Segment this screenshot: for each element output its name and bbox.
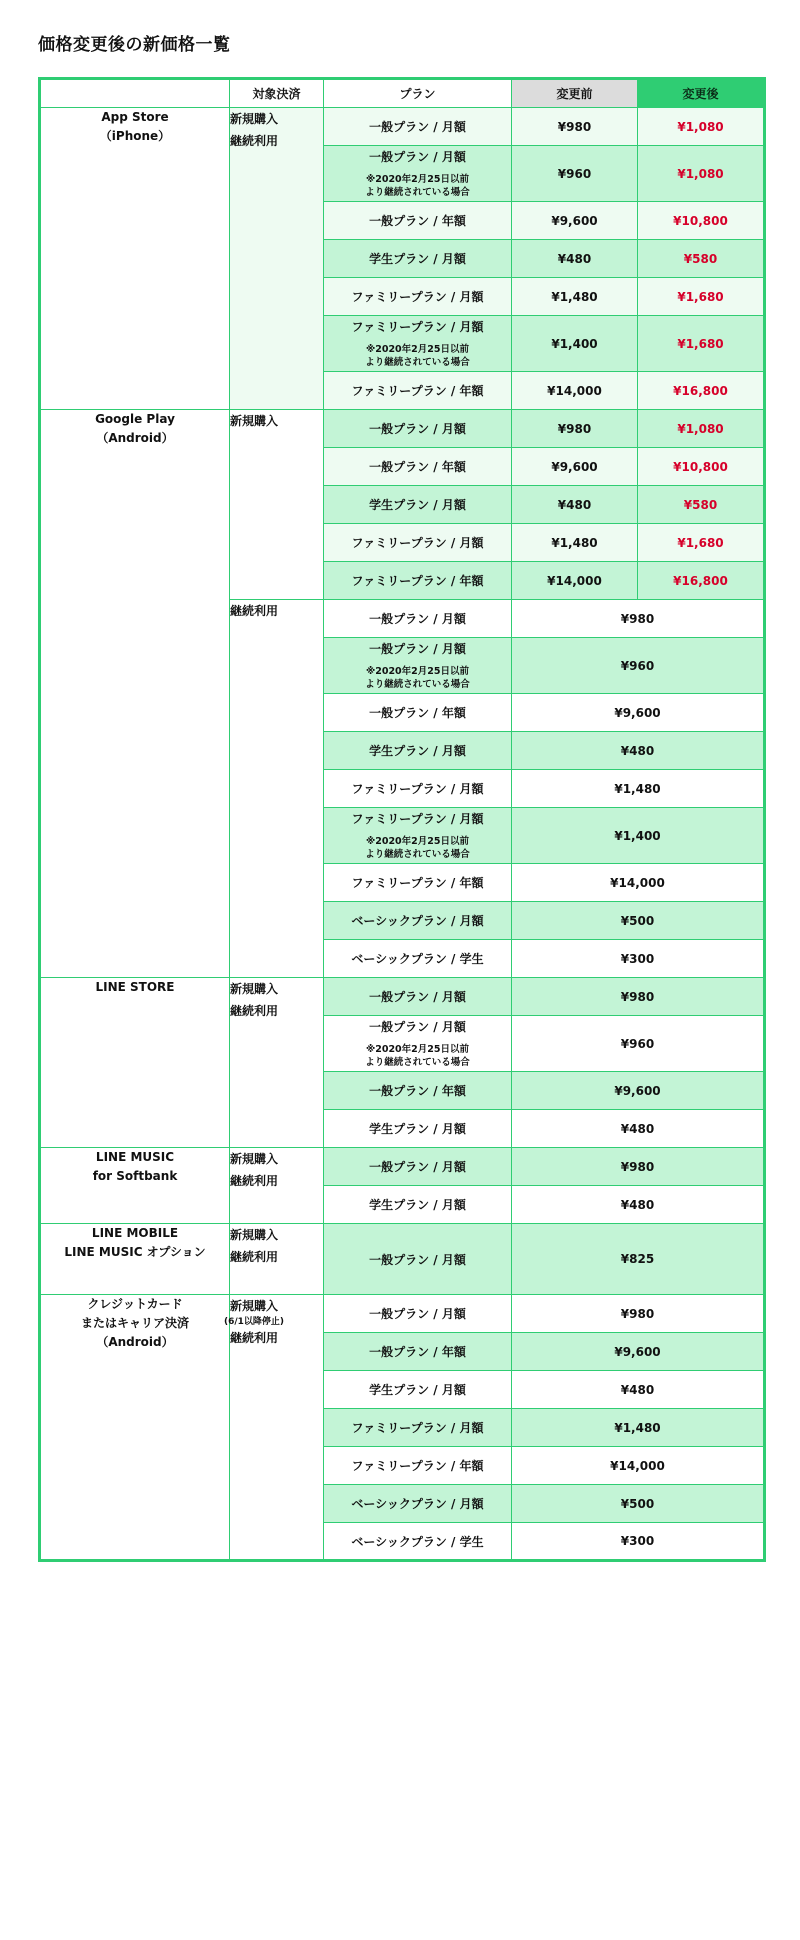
plan-cell xyxy=(324,1485,512,1523)
plan-cell xyxy=(324,202,512,240)
plan-name: ベーシックプラン / 学生 xyxy=(351,952,484,966)
plan-name: 一般プラン / 月額 xyxy=(369,642,466,656)
price-cell: ¥9,600 xyxy=(512,1072,765,1110)
plan-cell xyxy=(324,600,512,638)
plan-cell xyxy=(324,1148,512,1186)
table-row xyxy=(40,978,765,1016)
plan-name: ファミリープラン / 年額 xyxy=(351,384,484,398)
price-cell: ¥480 xyxy=(512,1110,765,1148)
payment-type-cell xyxy=(230,1148,324,1224)
plan-name: 一般プラン / 月額 xyxy=(369,120,466,134)
plan-cell xyxy=(324,1371,512,1409)
price-cell: ¥500 xyxy=(512,902,765,940)
price-cell: ¥480 xyxy=(512,1186,765,1224)
plan-name: ファミリープラン / 月額 xyxy=(351,812,484,826)
plan-cell xyxy=(324,448,512,486)
price-before: ¥14,000 xyxy=(512,372,638,410)
plan-cell xyxy=(324,1333,512,1371)
store-name: LINE STORE xyxy=(40,978,230,1148)
plan-name: 一般プラン / 月額 xyxy=(369,1252,466,1267)
price-before: ¥9,600 xyxy=(512,202,638,240)
plan-cell xyxy=(324,1186,512,1224)
price-cell: ¥14,000 xyxy=(512,1447,765,1485)
price-cell: ¥825 xyxy=(512,1224,765,1295)
plan-cell xyxy=(324,278,512,316)
header-plan: プラン xyxy=(324,79,512,108)
price-after: ¥1,680 xyxy=(638,316,765,372)
price-cell: ¥1,480 xyxy=(512,770,765,808)
plan-name: ファミリープラン / 月額 xyxy=(351,320,484,334)
price-before: ¥14,000 xyxy=(512,562,638,600)
price-cell: ¥980 xyxy=(512,1295,765,1333)
plan-cell xyxy=(324,940,512,978)
plan-name: 一般プラン / 年額 xyxy=(369,214,466,228)
plan-name: ベーシックプラン / 月額 xyxy=(351,1497,484,1511)
plan-cell xyxy=(324,1295,512,1333)
price-after: ¥10,800 xyxy=(638,202,765,240)
payment-type-cell xyxy=(230,410,324,600)
plan-name: 一般プラン / 月額 xyxy=(369,1020,466,1034)
payment-type: 新規購入 xyxy=(230,414,279,428)
payment-type: 継続利用 xyxy=(230,604,279,618)
store-name: App Store （iPhone） xyxy=(40,108,230,410)
price-after: ¥10,800 xyxy=(638,448,765,486)
table-row xyxy=(40,410,765,448)
plan-name: 一般プラン / 月額 xyxy=(369,1160,466,1174)
plan-name: 一般プラン / 月額 xyxy=(369,422,466,436)
plan-cell xyxy=(324,1016,512,1072)
payment-type: 新規購入 xyxy=(230,1299,279,1313)
price-cell: ¥300 xyxy=(512,1523,765,1561)
price-before: ¥1,480 xyxy=(512,278,638,316)
price-before: ¥480 xyxy=(512,486,638,524)
header-payment: 対象決済 xyxy=(230,79,324,108)
store-name: LINE MUSIC for Softbank xyxy=(40,1148,230,1224)
payment-type: 新規購入 xyxy=(230,1228,279,1242)
header-after: 変更後 xyxy=(638,79,765,108)
payment-type: 継続利用 xyxy=(230,1004,279,1018)
payment-type: 新規購入 xyxy=(230,982,279,996)
table-row xyxy=(40,1148,765,1186)
plan-note: ※2020年2月25日以前 より継続されている場合 xyxy=(365,174,470,198)
plan-name: 一般プラン / 年額 xyxy=(369,460,466,474)
price-after: ¥16,800 xyxy=(638,562,765,600)
plan-cell xyxy=(324,524,512,562)
plan-name: 学生プラン / 月額 xyxy=(369,1122,466,1136)
price-cell: ¥480 xyxy=(512,1371,765,1409)
table-body xyxy=(40,108,765,1561)
plan-cell xyxy=(324,978,512,1016)
plan-cell xyxy=(324,808,512,864)
price-before: ¥980 xyxy=(512,410,638,448)
plan-name: 一般プラン / 月額 xyxy=(369,612,466,626)
plan-note: ※2020年2月25日以前 より継続されている場合 xyxy=(365,836,470,860)
price-before: ¥960 xyxy=(512,146,638,202)
plan-name: ファミリープラン / 月額 xyxy=(351,1421,484,1435)
plan-note: ※2020年2月25日以前 より継続されている場合 xyxy=(365,1044,470,1068)
price-before: ¥1,480 xyxy=(512,524,638,562)
plan-name: ファミリープラン / 年額 xyxy=(351,574,484,588)
plan-cell xyxy=(324,694,512,732)
plan-name: ファミリープラン / 月額 xyxy=(351,290,484,304)
price-cell: ¥980 xyxy=(512,978,765,1016)
plan-cell xyxy=(324,240,512,278)
plan-name: ベーシックプラン / 月額 xyxy=(351,914,484,928)
price-after: ¥1,080 xyxy=(638,146,765,202)
payment-type-cell xyxy=(230,600,324,978)
plan-cell xyxy=(324,316,512,372)
plan-cell xyxy=(324,1224,512,1295)
payment-type: 新規購入 xyxy=(230,112,279,126)
plan-name: 学生プラン / 月額 xyxy=(369,252,466,266)
plan-cell xyxy=(324,1072,512,1110)
price-cell: ¥960 xyxy=(512,638,765,694)
plan-name: ファミリープラン / 年額 xyxy=(351,876,484,890)
price-after: ¥16,800 xyxy=(638,372,765,410)
price-cell: ¥1,400 xyxy=(512,808,765,864)
plan-cell xyxy=(324,902,512,940)
payment-type-cell xyxy=(230,1224,324,1295)
price-after: ¥1,680 xyxy=(638,524,765,562)
plan-cell xyxy=(324,486,512,524)
plan-cell xyxy=(324,108,512,146)
price-cell: ¥980 xyxy=(512,600,765,638)
price-after: ¥580 xyxy=(638,240,765,278)
price-after: ¥1,080 xyxy=(638,410,765,448)
table-row xyxy=(40,108,765,146)
payment-type-cell xyxy=(224,1295,324,1561)
plan-name: 一般プラン / 年額 xyxy=(369,1084,466,1098)
plan-name: 学生プラン / 月額 xyxy=(369,744,466,758)
plan-cell xyxy=(324,410,512,448)
plan-name: 一般プラン / 年額 xyxy=(369,706,466,720)
payment-type: 継続利用 xyxy=(230,1250,279,1264)
plan-name: 一般プラン / 月額 xyxy=(369,990,466,1004)
payment-note: (6/1以降停止) xyxy=(224,1317,285,1327)
payment-type-cell xyxy=(230,108,324,410)
price-cell: ¥300 xyxy=(512,940,765,978)
plan-name: 一般プラン / 月額 xyxy=(369,1307,466,1321)
plan-name: ファミリープラン / 月額 xyxy=(351,536,484,550)
price-cell: ¥960 xyxy=(512,1016,765,1072)
plan-name: 一般プラン / 年額 xyxy=(369,1345,466,1359)
payment-type: 継続利用 xyxy=(230,134,279,148)
plan-cell xyxy=(324,770,512,808)
price-cell: ¥9,600 xyxy=(512,694,765,732)
payment-type-cell xyxy=(230,978,324,1148)
price-cell: ¥9,600 xyxy=(512,1333,765,1371)
plan-name: 一般プラン / 月額 xyxy=(369,150,466,164)
payment-type: 継続利用 xyxy=(230,1331,279,1345)
plan-cell xyxy=(324,1447,512,1485)
table-row xyxy=(40,1224,765,1295)
store-name: クレジットカード またはキャリア決済 （Android） xyxy=(40,1295,230,1561)
header-store xyxy=(40,79,230,108)
price-cell: ¥1,480 xyxy=(512,1409,765,1447)
price-before: ¥1,400 xyxy=(512,316,638,372)
store-name: LINE MOBILE LINE MUSIC オプション xyxy=(40,1224,230,1295)
plan-name: ファミリープラン / 年額 xyxy=(351,1459,484,1473)
plan-cell xyxy=(324,1110,512,1148)
price-after: ¥1,680 xyxy=(638,278,765,316)
price-table xyxy=(38,77,766,1562)
plan-name: ベーシックプラン / 学生 xyxy=(351,1534,484,1549)
price-before: ¥9,600 xyxy=(512,448,638,486)
price-before: ¥480 xyxy=(512,240,638,278)
plan-cell xyxy=(324,1409,512,1447)
plan-name: ファミリープラン / 月額 xyxy=(351,782,484,796)
plan-cell xyxy=(324,1523,512,1561)
plan-name: 学生プラン / 月額 xyxy=(369,1198,466,1212)
table-row xyxy=(40,1295,765,1333)
plan-cell xyxy=(324,372,512,410)
price-cell: ¥14,000 xyxy=(512,864,765,902)
price-cell: ¥480 xyxy=(512,732,765,770)
store-name: Google Play （Android） xyxy=(40,410,230,978)
payment-type: 新規購入 xyxy=(230,1152,279,1166)
plan-name: 学生プラン / 月額 xyxy=(369,498,466,512)
plan-note: ※2020年2月25日以前 より継続されている場合 xyxy=(365,344,470,368)
price-after: ¥580 xyxy=(638,486,765,524)
page-title: 価格変更後の新価格一覧 xyxy=(38,35,231,55)
header-row xyxy=(40,79,765,108)
payment-type: 継続利用 xyxy=(230,1174,279,1188)
plan-cell xyxy=(324,732,512,770)
header-before: 変更前 xyxy=(512,79,638,108)
plan-cell xyxy=(324,864,512,902)
plan-cell xyxy=(324,146,512,202)
plan-cell xyxy=(324,562,512,600)
plan-name: 学生プラン / 月額 xyxy=(369,1383,466,1397)
price-cell: ¥500 xyxy=(512,1485,765,1523)
plan-note: ※2020年2月25日以前 より継続されている場合 xyxy=(365,666,470,690)
price-cell: ¥980 xyxy=(512,1148,765,1186)
price-before: ¥980 xyxy=(512,108,638,146)
plan-cell xyxy=(324,638,512,694)
price-after: ¥1,080 xyxy=(638,108,765,146)
